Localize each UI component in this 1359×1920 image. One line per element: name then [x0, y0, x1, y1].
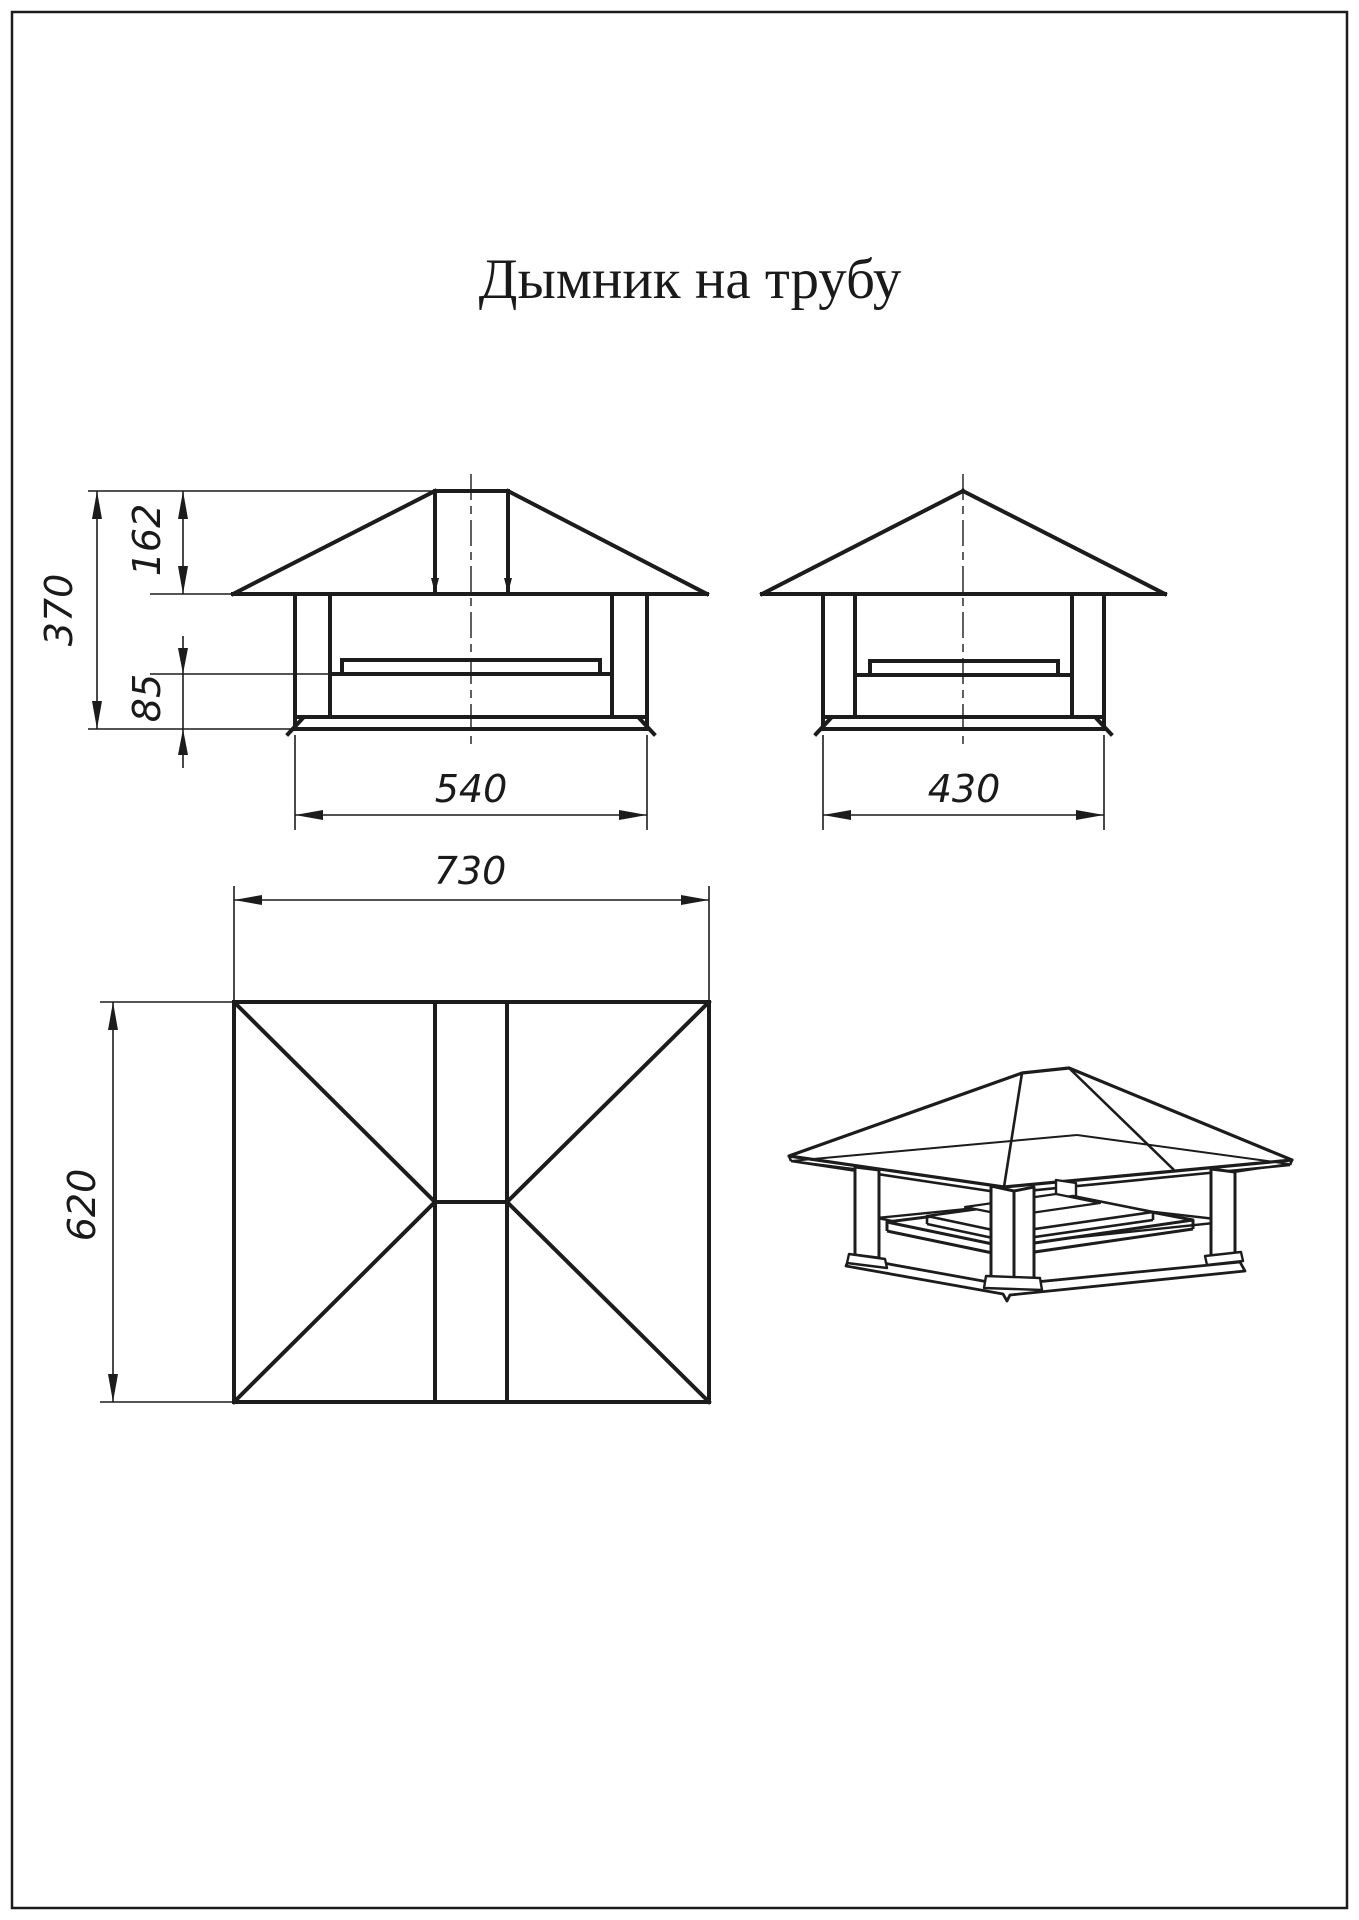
dim-skirt-height: 85: [125, 673, 169, 723]
dim-total-height: 370: [37, 573, 81, 647]
dim-front-base-width: 540: [434, 767, 508, 811]
side-view-dimensions: [823, 735, 1104, 830]
side-view: [762, 474, 1165, 748]
plan-view-dimensions: [60, 849, 709, 1402]
dim-roof-height: 162: [125, 503, 169, 577]
dim-side-base-width: 430: [927, 767, 1001, 811]
dim-overall-depth: 620: [60, 1168, 104, 1242]
dim-overall-width: 730: [433, 849, 507, 893]
drawing-title: Дымник на трубу: [478, 248, 902, 311]
iso-view: [789, 1068, 1292, 1301]
plan-view: [234, 1002, 709, 1402]
front-view: [233, 474, 707, 748]
